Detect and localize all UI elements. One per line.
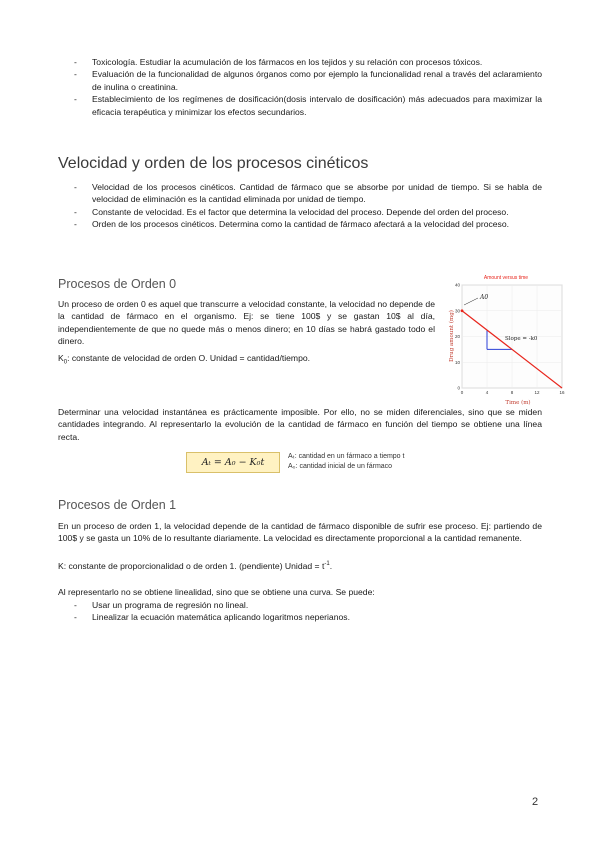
chart-title: Amount versus time: [483, 275, 529, 281]
list-item: - Orden de los procesos cinéticos. Determina como la cantidad de fármaco afectará a la velocidad del proceso.: [74, 218, 542, 230]
formula-box: Aₜ = A₀ − K₀t: [186, 452, 280, 473]
list-item: - Toxicología. Estudiar la acumulación de los fármacos en los tejidos y su relación con procesos tóxicos.: [74, 56, 542, 68]
x-axis-label: Time (m): [505, 400, 531, 406]
legend-at: Aₜ: cantidad en un fármaco a tiempo t: [288, 453, 405, 460]
legend-a0: A₀: cantidad inicial de un fármaco: [288, 463, 393, 470]
list-item: - Constante de velocidad. Es el factor que determina la velocidad del proceso. Depende del orden del proceso.: [74, 206, 542, 218]
order1-paragraph: En un proceso de orden 1, la velocidad depende de la cantidad de fármaco disponible de sufrir ese proceso. Ej: partiendo de 100$ y se gasta un 10% de lo resultante diariamente. La velocidad es directamente proporcional a la cantidad remanente.: [58, 521, 542, 544]
order1-paragraph-2: Al representarlo no se obtiene linealidad, sino que se obtiene una curva. Se puede:: [58, 587, 375, 597]
order1-constant: K: constante de proporcionalidad o de orden 1. (pendiente) Unidad = $t^{-1}$.: [58, 560, 333, 571]
a0-annotation: A0: [480, 294, 489, 301]
y-tick-label: 40: [454, 282, 460, 288]
section-list: [74, 181, 542, 231]
order1-list: [74, 599, 542, 624]
y-axis-label: Drug amount (mg): [449, 310, 455, 362]
list-item: - Evaluación de la funcionalidad de algunos órganos como por ejemplo la funcionalidad renal a través del aclaramiento de inulina o creatinina.: [74, 68, 542, 93]
list-item: - Linealizar la ecuación matemática aplicando logaritmos neperianos.: [74, 611, 542, 623]
section-heading: Velocidad y orden de los procesos cinéticos: [58, 155, 369, 172]
order0-paragraph: Un proceso de orden 0 es aquel que transcurre a velocidad constante, la velocidad no depende de la cantidad de fármaco en el organismo. Ej: se tiene 100$ y se gastan 10$ al día, independientemente de que no quede más o menos dinero; en 10 días se habrá gastado todo el dinero.: [58, 299, 435, 347]
x-tick-label: 8: [510, 390, 514, 395]
y-tick-label: 10: [454, 359, 460, 365]
order0-heading: Procesos de Orden 0: [58, 277, 177, 291]
x-tick-label: 16: [559, 390, 565, 395]
x-tick-label: 4: [485, 390, 489, 395]
list-item: - Usar un programa de regresión no lineal.: [74, 599, 542, 611]
x-tick-label: 0: [460, 390, 464, 395]
order0-paragraph-2: Determinar una velocidad instantánea es prácticamente imposible. Por ello, no se miden diferenciales, sino que se miden cantidades integrando. Al representarlo la evolución de la cantidad de fármaco en función del tiempo se obtiene una línea recta.: [58, 407, 542, 442]
order0-constant: $K_0$: constante de velocidad de orden O. Unidad = cantidad/tiempo.: [58, 353, 311, 366]
list-item: - Establecimiento de los regímenes de dosificación(dosis intervalo de dosificación) más adecuados para maximizar la eficacia terapéutica y minimizar los efectos secundarios.: [74, 93, 542, 118]
a0-point: [461, 309, 464, 312]
page-number: 2: [532, 796, 539, 808]
x-tick-label: 12: [534, 390, 540, 395]
y-tick-label: 20: [454, 334, 460, 339]
y-tick-label: 0: [457, 385, 460, 391]
formula-legend: [288, 452, 488, 472]
slope-annotation: Slope = -k0: [505, 336, 538, 342]
order1-heading: Procesos de Orden 1: [58, 498, 177, 512]
amount-time-chart: [448, 268, 570, 408]
y-tick-label: 30: [454, 308, 460, 314]
list-item: - Velocidad de los procesos cinéticos. Cantidad de fármaco que se absorbe por unidad de tiempo. Si se habla de velocidad de eliminación es la cantidad eliminada por unidad de tiempo.: [74, 181, 542, 206]
intro-list: [74, 56, 542, 118]
